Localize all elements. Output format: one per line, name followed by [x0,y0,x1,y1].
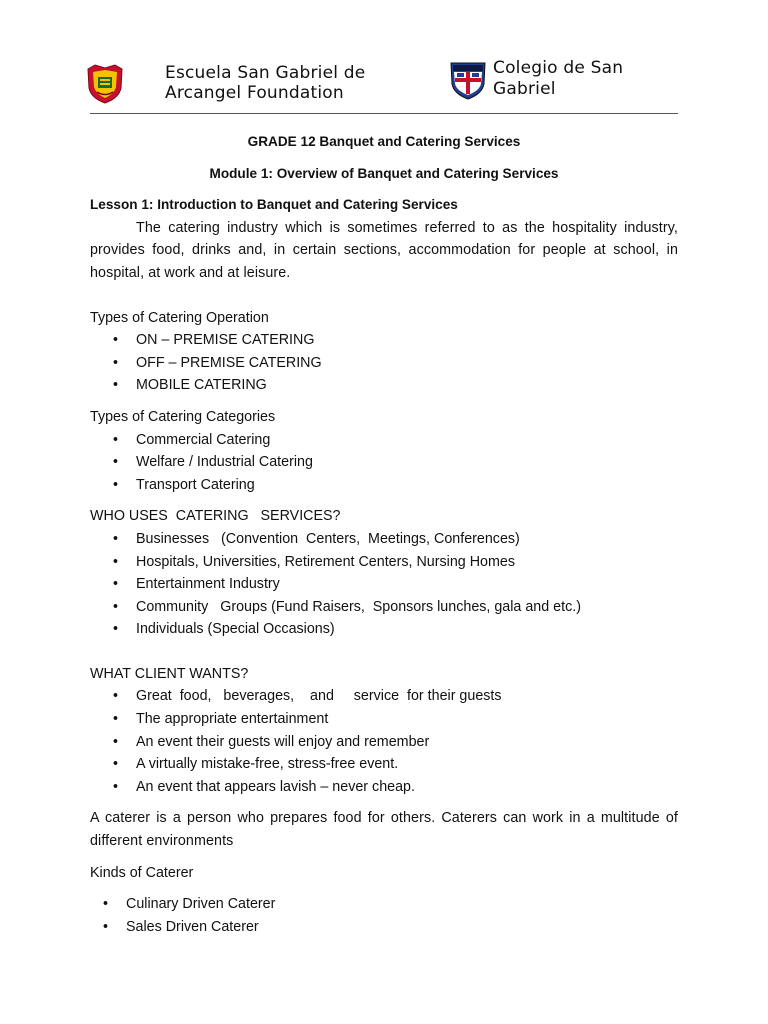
bullet: • [113,576,119,593]
bullet: • [113,756,119,773]
list-item: • Individuals (Special Occasions) [90,618,678,641]
bullet: • [103,918,109,935]
list-item: • Transport Catering [90,474,678,497]
module-title: Module 1: Overview of Banquet and Catering Services [209,165,559,181]
bullet: • [113,553,119,570]
escuela-name: Escuela San Gabriel de Arcangel Foundation [165,63,366,103]
escuela-shield-logo [85,64,125,104]
section-heading-operation: Types of Catering Operation [90,309,269,326]
client-wants-list [90,685,678,798]
bullet: • [113,377,119,394]
bullet: • [113,711,119,728]
list-item: • Entertainment Industry [90,573,678,596]
categories-list [90,429,678,497]
list-item: • An event that appears lavish – never cheap. [90,776,678,799]
who-uses-list [90,528,678,641]
list-item: • OFF – PREMISE CATERING [90,352,678,375]
bullet: • [113,454,119,471]
list-item: • The appropriate entertainment [90,708,678,731]
document-body [90,130,678,938]
caterer-paragraph: A caterer is a person who prepares food for others. Caterers can work in a multitude of different environments [90,810,678,850]
list-item: • MOBILE CATERING [90,374,678,397]
list-item: • Great food, beverages, and service for their guests [90,685,678,708]
lesson-title: Lesson 1: Introduction to Banquet and Catering Services [90,197,458,213]
list-item: • Culinary Driven Caterer [90,893,678,916]
bullet: • [113,431,119,448]
operation-list [90,329,678,397]
section-heading-who-uses: WHO USES CATERING SERVICES? [90,508,341,525]
bullet: • [113,354,119,371]
intro-paragraph: The catering industry which is sometimes referred to as the hospitality industry, provides food, drinks and, in certain sections, accommodation for people at school, in hospital, at work and at leisure. [90,219,678,281]
colegio-name: Colegio de San Gabriel [493,58,624,99]
bullet: • [113,598,119,615]
bullet: • [113,733,119,750]
list-item: • Sales Driven Caterer [90,916,678,939]
document-title: GRADE 12 Banquet and Catering Services [247,134,521,149]
list-item: • ON – PREMISE CATERING [90,329,678,352]
bullet: • [113,621,119,638]
bullet: • [113,476,119,493]
list-item: • An event their guests will enjoy and remember [90,731,678,754]
bullet: • [103,896,109,913]
section-heading-categories: Types of Catering Categories [90,408,276,425]
list-item: • Commercial Catering [90,429,678,452]
bullet: • [113,530,119,547]
kinds-of-caterer-heading: Kinds of Caterer [90,864,194,881]
list-item: • Businesses (Convention Centers, Meetings, Conferences) [90,528,678,551]
list-item: • Community Groups (Fund Raisers, Sponsors lunches, gala and etc.) [90,596,678,619]
list-item: • A virtually mistake-free, stress-free event. [90,753,678,776]
bullet: • [113,332,119,349]
list-item: • Hospitals, Universities, Retirement Centers, Nursing Homes [90,551,678,574]
section-heading-client-wants: WHAT CLIENT WANTS? [90,665,249,682]
list-item: • Welfare / Industrial Catering [90,451,678,474]
colegio-shield-logo [448,60,488,100]
kinds-of-caterer-list [90,893,678,938]
bullet: • [113,688,119,705]
document-header [0,0,768,116]
header-rule [90,113,678,114]
bullet: • [113,778,119,795]
